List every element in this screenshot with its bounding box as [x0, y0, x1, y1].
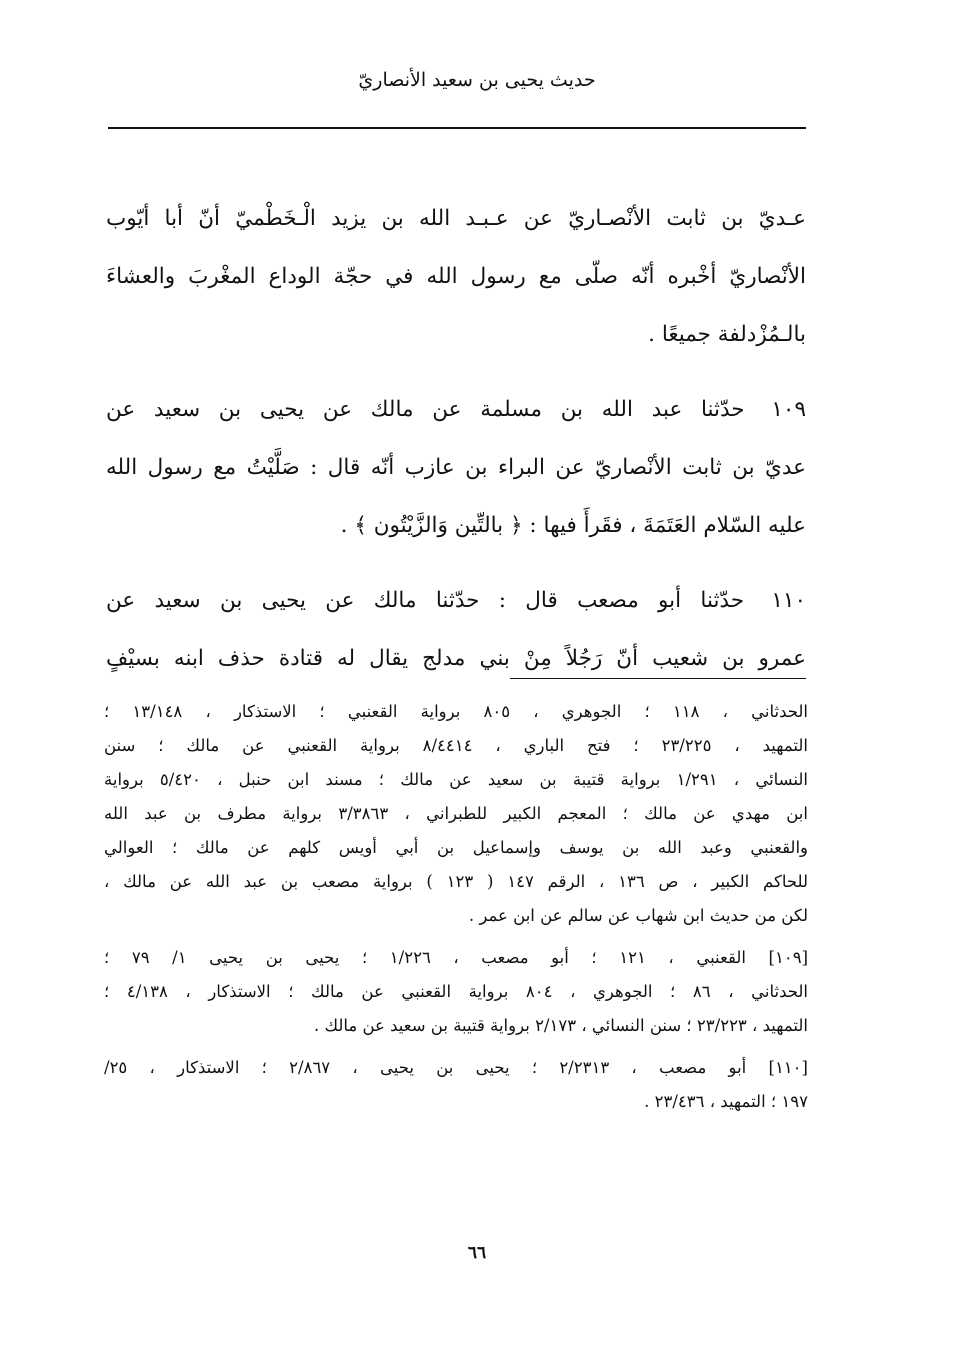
- text-line: [106, 381, 806, 439]
- footnote-line: الحدثاني ، ١١٨ ؛ الجوهري ، ٨٠٥ برواية القعنبي ؛ الاستذكار ، ١٣/١٤٨ ؛: [104, 702, 808, 721]
- footnote-line: [١١٠] أبو مصعب ، ٢/٢٣١٣ ؛ يحيى بن يحيى ، ٢/٨٦٧ ؛ الاستذكار ، ٢٥/: [104, 1058, 808, 1077]
- hadith-109: [106, 381, 806, 555]
- footnotes: [104, 695, 808, 1119]
- footnote-line: [١٠٩] القعنبي ، ١٢١ ؛ أبو مصعب ، ١/٢٢٦ ؛ يحيى بن يحيى ١/ ٧٩ ؛: [104, 948, 808, 967]
- hadith-number: ١٠٩: [771, 397, 806, 422]
- footnote-line: ١٩٧ ؛ التمهيد ، ٢٣/٤٣٦ .: [644, 1092, 808, 1111]
- footnote-line: التمهيد ، ٢٣/٢٢٥ ؛ فتح الباري ، ٨/٤٤١٤ برواية القعنبي عن مالك ؛ سنن: [104, 736, 808, 755]
- text-line: عليه السّلام العَتَمَةَ ، فقَرأَ فيها : ﴿ بالتِّين وَالزَّيْتُون ﴾ .: [340, 513, 806, 538]
- header-rule: [108, 127, 806, 129]
- footnote-line: النسائي ، ١/٢٩١ برواية قتيبة بن سعيد عن مالك ؛ مسند ابن حنبل ، ٥/٤٢٠ برواية: [104, 770, 808, 789]
- footnote-separator: [510, 678, 806, 679]
- text-line: عـديّ بن ثابت الأنْصـاريّ عن عـبـد الله بن يزيد الْـخَطْميّ أنّ أبا أيّوب: [106, 206, 806, 231]
- text-line: الأنْصاريّ أخْبره أنّه صلّى مع رسول الله في حجّة الوداع المغْربَ والعشاءَ: [106, 264, 806, 289]
- footnote-line: ابن مهدي عن مالك ؛ المعجم الكبير للطبراني ، ٣/٣٨٦٣ برواية مطرف بن عبد الله: [104, 804, 808, 823]
- text-line: عديّ بن ثابت الأنْصاريّ عن البراء بن عازب أنّه قال : صَلَّيْتُ مع رسول الله: [106, 455, 806, 480]
- footnote-line: لكن من حديث ابن شهاب عن سالم عن ابن عمر .: [468, 906, 808, 925]
- text-line: [106, 572, 806, 630]
- footnote-line: التمهيد ، ٢٣/٢٢٣ ؛ سنن النسائي ، ٢/١٧٣ برواية قتيبة بن سعيد عن مالك .: [313, 1016, 808, 1035]
- footnote-line: الحدثاني ، ٨٦ ؛ الجوهري ، ٨٠٤ برواية القعنبي عن مالك ؛ الاستذكار ، ٤/١٣٨ ؛: [104, 982, 808, 1001]
- hadith-110: [106, 572, 806, 688]
- running-title: حديث يحيى بن سعيد الأنصاريّ: [358, 69, 596, 91]
- text-line: عمرو بن شعيب أنّ رَجُلاً مِنْ بني مدلج يقال له قتادة حذف ابنه بسيْفٍ: [106, 646, 806, 671]
- footnote-line: للحاكم الكبير ، ص ١٣٦ ، الرقم ١٤٧ ( ١٢٣ ) برواية مصعب بن عبد الله عن مالك ،: [104, 872, 808, 891]
- hadith-number: ١١٠: [771, 588, 806, 613]
- text-line: بالـمُزْدلفة جميعًا .: [648, 322, 806, 347]
- text-line-content: حدّثنا أبو مصعب قال : حدّثنا مالك عن يحيى بن سعيد عن: [106, 588, 745, 613]
- text-line-content: حدّثنا عبد الله بن مسلمة عن مالك عن يحيى بن سعيد عن: [106, 397, 745, 422]
- main-text: [106, 190, 806, 688]
- paragraph-continuation: [106, 190, 806, 364]
- page-number: ٦٦: [467, 1243, 487, 1263]
- footnote-109: [104, 941, 808, 1043]
- footnote-line: والقعنبي وعبد الله بن يوسف وإسماعيل بن أبي أويس كلهم عن مالك ؛ العوالي: [104, 838, 808, 857]
- footnote-110: [104, 1051, 808, 1119]
- footnote-continuation: [104, 695, 808, 933]
